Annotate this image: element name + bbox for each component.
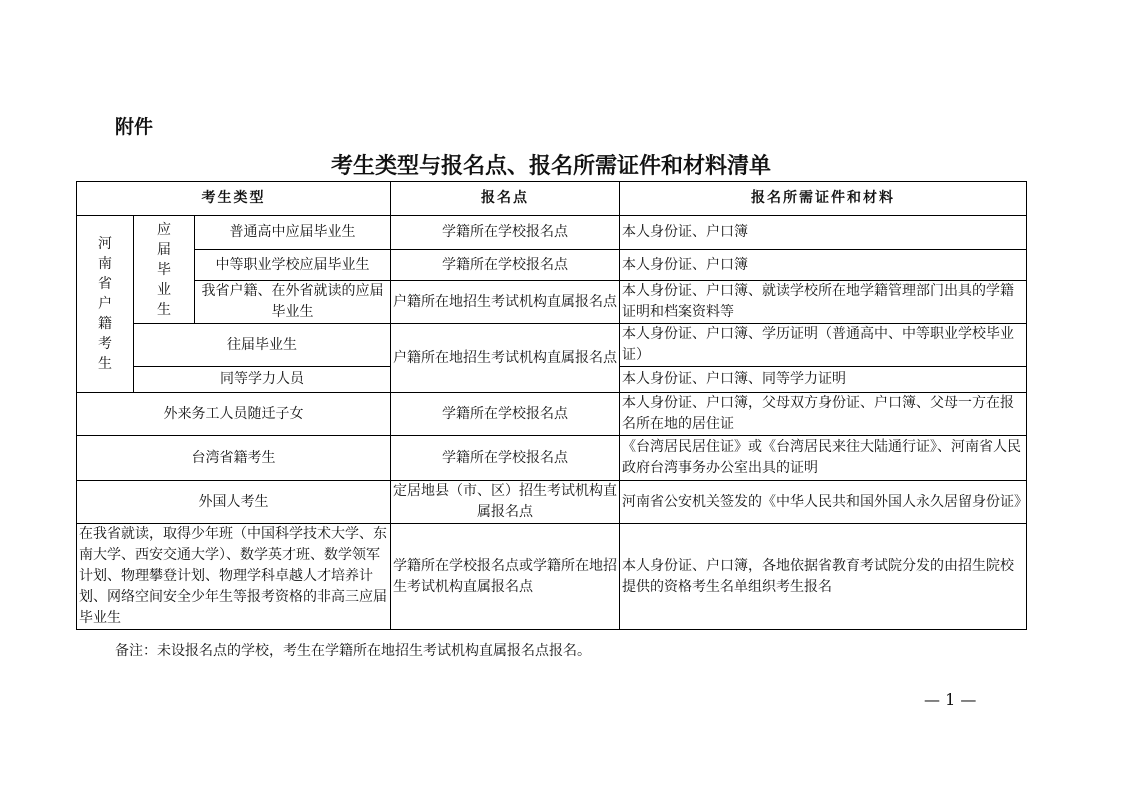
table-row — [77, 324, 1027, 367]
table-header-row — [77, 182, 1027, 216]
group-char: 省 — [98, 276, 112, 292]
type-cell: 往届毕业生 — [134, 324, 391, 367]
graduate-group-cell — [134, 216, 195, 324]
requirements-table — [76, 181, 1027, 630]
header-materials: 报名所需证件和材料 — [620, 182, 1027, 216]
materials-cell: 本人身份证、户口簿、学历证明（普通高中、中等职业学校毕业证） — [620, 324, 1027, 367]
type-cell: 同等学力人员 — [134, 367, 391, 393]
type-cell: 普通高中应届毕业生 — [195, 216, 391, 250]
header-candidate-type: 考生类型 — [77, 182, 391, 216]
group-char: 应 — [157, 221, 171, 238]
materials-cell: 本人身份证、户口簿、同等学力证明 — [620, 367, 1027, 393]
location-cell: 学籍所在学校报名点 — [391, 250, 620, 281]
page-title: 考生类型与报名点、报名所需证件和材料清单 — [330, 153, 771, 179]
materials-cell: 本人身份证、户口簿、就读学校所在地学籍管理部门出具的学籍证明和档案资料等 — [620, 281, 1027, 324]
table-row — [77, 524, 1027, 630]
type-cell: 外国人考生 — [77, 481, 391, 524]
location-cell: 定居地县（市、区）招生考试机构直属报名点 — [391, 481, 620, 524]
table-row — [77, 281, 1027, 324]
header-location: 报名点 — [391, 182, 620, 216]
location-cell: 学籍所在学校报名点 — [391, 393, 620, 436]
materials-cell: 本人身份证、户口簿 — [620, 250, 1027, 281]
materials-cell: 河南省公安机关签发的《中华人民共和国外国人永久居留身份证》 — [620, 481, 1027, 524]
group-char: 生 — [98, 356, 112, 372]
group-char: 河 — [98, 236, 112, 252]
location-cell: 学籍所在学校报名点 — [391, 216, 620, 250]
location-cell: 学籍所在学校报名点或学籍所在地招生考试机构直属报名点 — [391, 524, 620, 630]
footnote: 备注：未设报名点的学校，考生在学籍所在地招生考试机构直属报名点报名。 — [115, 643, 591, 659]
group-char: 毕 — [157, 261, 171, 278]
type-cell: 中等职业学校应届毕业生 — [195, 250, 391, 281]
type-cell: 我省户籍、在外省就读的应届毕业生 — [195, 281, 391, 324]
table-row — [77, 216, 1027, 250]
materials-cell: 本人身份证、户口簿，父母双方身份证、户口簿、父母一方在报名所在地的居住证 — [620, 393, 1027, 436]
group-char: 户 — [98, 296, 112, 312]
table-row — [77, 393, 1027, 436]
attachment-label: 附件 — [115, 116, 154, 138]
group-char: 南 — [98, 256, 112, 272]
type-cell: 在我省就读，取得少年班（中国科学技术大学、东南大学、西安交通大学）、数学英才班、数学领军计划、物理攀登计划、物理学科卓越人才培养计划、网络空间安全少年生等报考资格的非高三应届毕业生 — [77, 524, 391, 630]
materials-cell: 本人身份证、户口簿，各地依据省教育考试院分发的由招生院校提供的资格考生名单组织考生报名 — [620, 524, 1027, 630]
group-char: 生 — [157, 301, 171, 318]
group-char: 业 — [157, 281, 171, 298]
table-row — [77, 250, 1027, 281]
group-char: 届 — [157, 241, 171, 258]
group-char: 籍 — [98, 316, 112, 332]
table-row — [77, 481, 1027, 524]
page-number: — 1 — — [924, 690, 977, 709]
table-row — [77, 436, 1027, 481]
location-cell: 户籍所在地招生考试机构直属报名点 — [391, 324, 620, 393]
type-cell: 台湾省籍考生 — [77, 436, 391, 481]
materials-cell: 《台湾居民居住证》或《台湾居民来往大陆通行证》、河南省人民政府台湾事务办公室出具的证明 — [620, 436, 1027, 481]
type-cell: 外来务工人员随迁子女 — [77, 393, 391, 436]
henan-group-cell — [77, 216, 134, 393]
materials-cell: 本人身份证、户口簿 — [620, 216, 1027, 250]
location-cell: 户籍所在地招生考试机构直属报名点 — [391, 281, 620, 324]
group-char: 考 — [98, 336, 112, 352]
location-cell: 学籍所在学校报名点 — [391, 436, 620, 481]
